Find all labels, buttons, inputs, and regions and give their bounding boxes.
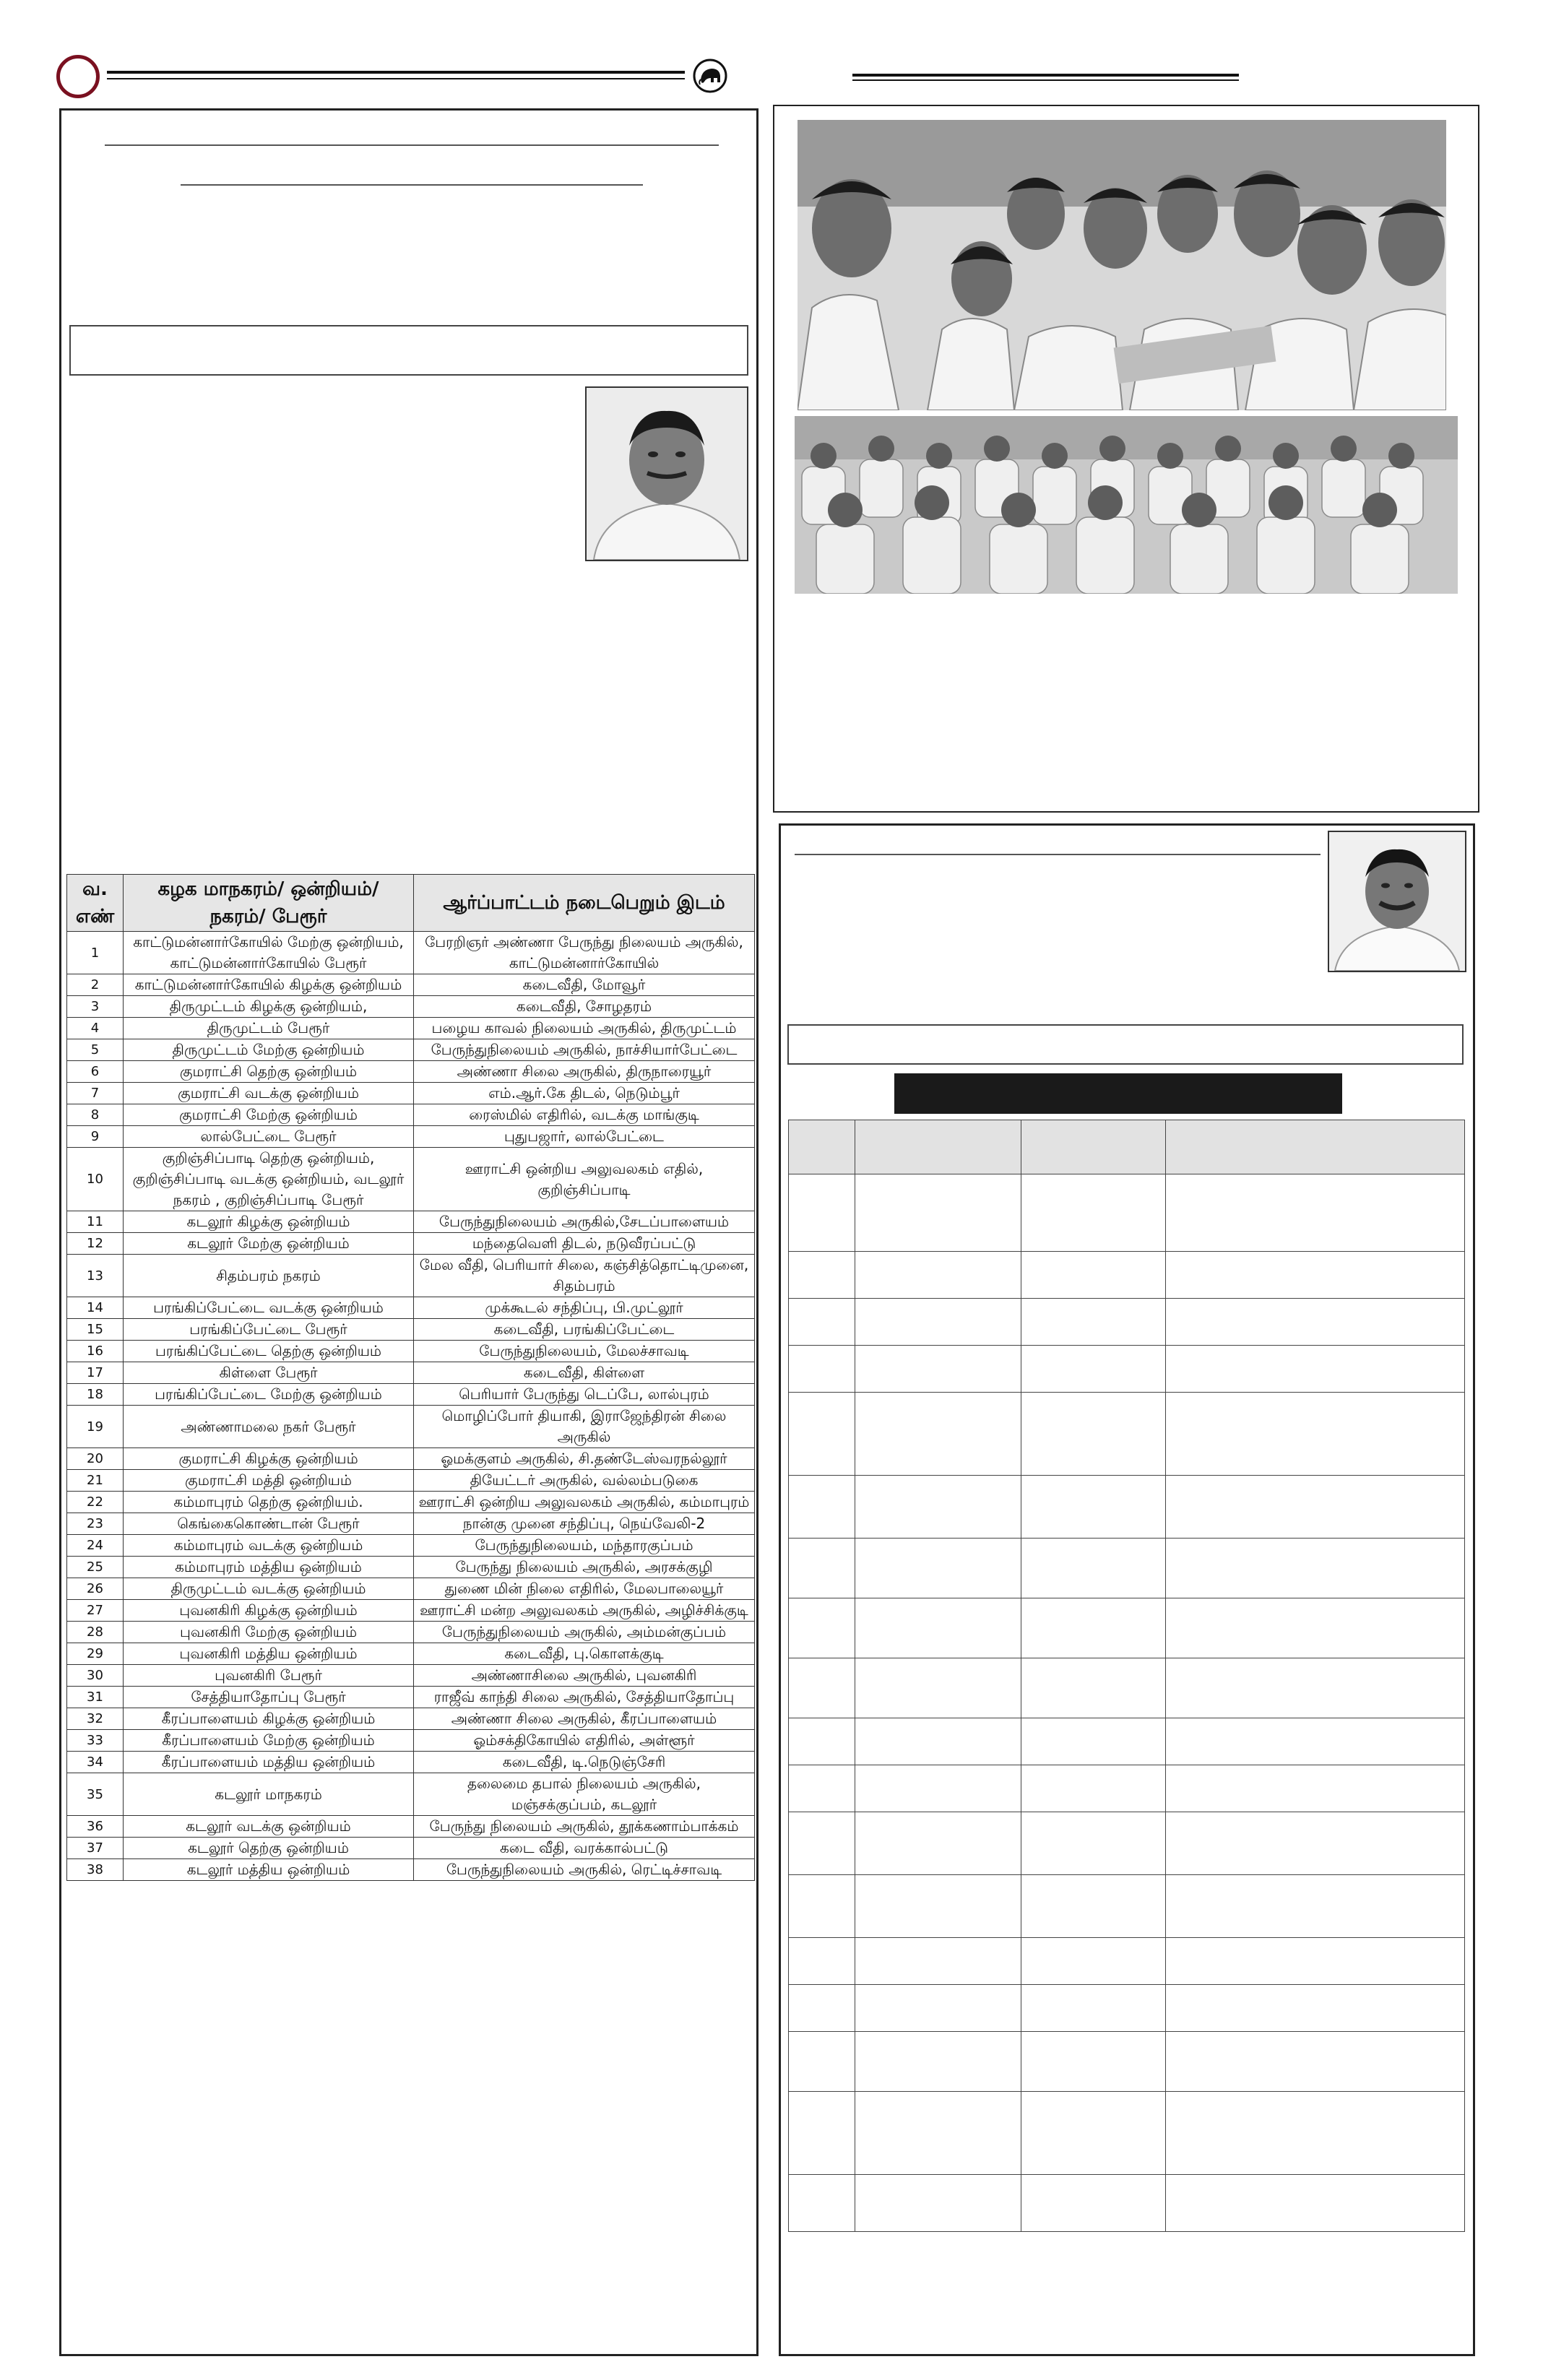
header-unit: கழக மாநகரம்/ ஒன்றியம்/ நகரம்/ பேரூர் <box>124 875 414 932</box>
right-empty-table <box>788 1120 1465 2232</box>
right-table-cell <box>855 1938 1021 1985</box>
right-table-cell <box>789 1393 855 1476</box>
right-table-cell <box>1166 1938 1465 1985</box>
right-table-cell <box>1166 1985 1465 2032</box>
row-place: கடைவீதி, மோவூர் <box>414 974 755 996</box>
row-serial: 32 <box>67 1708 124 1730</box>
photo-audience-seated <box>795 416 1458 594</box>
row-place: கடைவீதி, சோழதரம் <box>414 996 755 1018</box>
right-table-row <box>789 2092 1465 2175</box>
right-table-cell <box>1166 1476 1465 1539</box>
row-place: பேரறிஞர் அண்ணா பேருந்து நிலையம் அருகில், காட்டுமன்னார்கோயில் <box>414 932 755 974</box>
row-unit: திருமுட்டம் பேரூர் <box>124 1018 414 1039</box>
right-table-cell <box>855 1718 1021 1765</box>
right-table-row <box>789 1174 1465 1252</box>
right-table-cell <box>855 1765 1021 1812</box>
right-table-cell <box>1021 1658 1166 1718</box>
row-unit: லால்பேட்டை பேரூர் <box>124 1126 414 1148</box>
right-table-row <box>789 2032 1465 2092</box>
right-table-cell <box>1021 1985 1166 2032</box>
row-serial: 7 <box>67 1083 124 1104</box>
row-serial: 10 <box>67 1148 124 1211</box>
row-unit: கடலூர் கிழக்கு ஒன்றியம் <box>124 1211 414 1233</box>
right-caption-box <box>787 1024 1464 1065</box>
right-table-cell <box>789 1539 855 1598</box>
table-row <box>67 1384 755 1406</box>
row-serial: 30 <box>67 1665 124 1687</box>
right-table-cell <box>1166 1812 1465 1875</box>
row-serial: 22 <box>67 1492 124 1513</box>
right-table-row <box>789 1875 1465 1938</box>
table-row <box>67 1039 755 1061</box>
right-table-cell <box>789 1985 855 2032</box>
right-table-cell <box>1021 1765 1166 1812</box>
row-unit: திருமுட்டம் வடக்கு ஒன்றியம் <box>124 1578 414 1600</box>
table-row <box>67 1018 755 1039</box>
row-unit: கம்மாபுரம் வடக்கு ஒன்றியம் <box>124 1535 414 1557</box>
row-unit: திருமுட்டம் கிழக்கு ஒன்றியம், <box>124 996 414 1018</box>
right-table-cell <box>1021 2175 1166 2232</box>
row-unit: கீரப்பாளையம் மத்திய ஒன்றியம் <box>124 1752 414 1773</box>
right-table-row <box>789 1539 1465 1598</box>
row-unit: புவனகிரி மேற்கு ஒன்றியம் <box>124 1622 414 1643</box>
right-table-cell <box>855 1299 1021 1346</box>
row-serial: 19 <box>67 1406 124 1448</box>
right-table-cell <box>855 1476 1021 1539</box>
row-place: பேருந்துநிலையம் அருகில், ரெட்டிச்சாவடி <box>414 1859 755 1881</box>
row-place: கடைவீதி, டி.நெடுஞ்சேரி <box>414 1752 755 1773</box>
row-serial: 35 <box>67 1773 124 1816</box>
row-unit: கடலூர் வடக்கு ஒன்றியம் <box>124 1816 414 1838</box>
row-serial: 28 <box>67 1622 124 1643</box>
right-table-cell <box>1021 2092 1166 2175</box>
row-unit: பரங்கிப்பேட்டை தெற்கு ஒன்றியம் <box>124 1341 414 1362</box>
row-unit: அண்ணாமலை நகர் பேரூர் <box>124 1406 414 1448</box>
table-row <box>67 1730 755 1752</box>
masthead-rule-right-bottom <box>852 79 1239 81</box>
right-header-cell <box>855 1120 1021 1174</box>
table-row <box>67 1665 755 1687</box>
right-table-cell <box>789 2175 855 2232</box>
table-row <box>67 1448 755 1470</box>
table-row <box>67 1297 755 1319</box>
row-place: ஓம்சக்திகோயில் எதிரில், அள்ளூர் <box>414 1730 755 1752</box>
masthead-rule-top <box>107 71 685 74</box>
row-serial: 34 <box>67 1752 124 1773</box>
table-row <box>67 1816 755 1838</box>
right-table-cell <box>789 1299 855 1346</box>
masthead-rule-bottom <box>107 78 685 79</box>
row-place: ஊராட்சி மன்ற அலுவலகம் அருகில், அழிச்சிக்குடி <box>414 1600 755 1622</box>
right-table-row <box>789 1393 1465 1476</box>
right-table-cell <box>789 2092 855 2175</box>
table-row <box>67 1319 755 1341</box>
right-table-cell <box>1166 1393 1465 1476</box>
photo-leaders-meeting <box>798 120 1446 410</box>
row-serial: 25 <box>67 1557 124 1578</box>
right-table-cell <box>789 1252 855 1299</box>
row-serial: 9 <box>67 1126 124 1148</box>
row-serial: 38 <box>67 1859 124 1881</box>
table-row <box>67 1513 755 1535</box>
right-table-row <box>789 1476 1465 1539</box>
row-place: பேருந்துநிலையம் அருகில்,சேடப்பாளையம் <box>414 1211 755 1233</box>
row-place: ரைஸ்மில் எதிரில், வடக்கு மாங்குடி <box>414 1104 755 1126</box>
right-table-cell <box>1166 1346 1465 1393</box>
row-serial: 2 <box>67 974 124 996</box>
right-table-cell <box>1021 1875 1166 1938</box>
right-table-cell <box>789 1346 855 1393</box>
table-row <box>67 1557 755 1578</box>
row-unit: சேத்தியாதோப்பு பேரூர் <box>124 1687 414 1708</box>
table-row <box>67 1687 755 1708</box>
table-row <box>67 1643 755 1665</box>
row-place: கடை வீதி, வரக்கால்பட்டு <box>414 1838 755 1859</box>
row-unit: குறிஞ்சிப்பாடி தெற்கு ஒன்றியம், குறிஞ்சிப்பாடி வடக்கு ஒன்றியம், வடலூர் நகரம் , குறிஞ்சிப்பாடி பேரூர் <box>124 1148 414 1211</box>
table-row <box>67 1859 755 1881</box>
right-table-cell <box>855 1985 1021 2032</box>
right-table-cell <box>1021 1938 1166 1985</box>
row-unit: குமராட்சி வடக்கு ஒன்றியம் <box>124 1083 414 1104</box>
table-row <box>67 1341 755 1362</box>
table-row <box>67 1600 755 1622</box>
left-caption-box <box>69 325 748 376</box>
row-place: பேருந்துநிலையம் அருகில், நாச்சியார்பேட்டை <box>414 1039 755 1061</box>
right-table-cell <box>1166 1252 1465 1299</box>
protest-venues-table <box>66 874 755 1881</box>
row-place: பேருந்து நிலையம் அருகில், அரசக்குழி <box>414 1557 755 1578</box>
table-row <box>67 1535 755 1557</box>
right-table-row <box>789 2175 1465 2232</box>
row-place: பேருந்து நிலையம் அருகில், தூக்கணாம்பாக்கம் <box>414 1816 755 1838</box>
row-place: ஊராட்சி ஒன்றிய அலுவலகம் எதில், குறிஞ்சிப்பாடி <box>414 1148 755 1211</box>
right-table-cell <box>789 2032 855 2092</box>
row-unit: கீரப்பாளையம் கிழக்கு ஒன்றியம் <box>124 1708 414 1730</box>
row-place: அண்ணா சிலை அருகில், கீரப்பாளையம் <box>414 1708 755 1730</box>
masthead-rule-right-top <box>852 74 1239 77</box>
header-serial: வ. எண் <box>67 875 124 932</box>
right-table-cell <box>789 1812 855 1875</box>
right-table-row <box>789 1765 1465 1812</box>
right-table-cell <box>855 1658 1021 1718</box>
row-place: நான்கு முனை சந்திப்பு, நெய்வேலி-2 <box>414 1513 755 1535</box>
right-table-cell <box>1021 1598 1166 1658</box>
row-place: புதுபஜார், லால்பேட்டை <box>414 1126 755 1148</box>
right-table-row <box>789 1658 1465 1718</box>
row-unit: கம்மாபுரம் தெற்கு ஒன்றியம். <box>124 1492 414 1513</box>
right-table-row <box>789 1938 1465 1985</box>
table-row <box>67 974 755 996</box>
row-unit: கடலூர் தெற்கு ஒன்றியம் <box>124 1838 414 1859</box>
table-row <box>67 1255 755 1297</box>
row-serial: 27 <box>67 1600 124 1622</box>
right-table-cell <box>1166 2032 1465 2092</box>
table-row <box>67 932 755 974</box>
right-table-cell <box>1021 1174 1166 1252</box>
row-unit: புவனகிரி பேரூர் <box>124 1665 414 1687</box>
right-table-cell <box>855 1812 1021 1875</box>
row-place: துணை மின் நிலை எதிரில், மேலபாலையூர் <box>414 1578 755 1600</box>
table-row <box>67 1470 755 1492</box>
row-place: கடைவீதி, கிள்ளை <box>414 1362 755 1384</box>
row-place: பேருந்துநிலையம் அருகில், அம்மன்குப்பம் <box>414 1622 755 1643</box>
row-serial: 29 <box>67 1643 124 1665</box>
table-row <box>67 1233 755 1255</box>
right-table-cell <box>789 1174 855 1252</box>
right-table-cell <box>1166 1765 1465 1812</box>
row-place: பேருந்துநிலையம், மேலச்சாவடி <box>414 1341 755 1362</box>
row-unit: கடலூர் மேற்கு ஒன்றியம் <box>124 1233 414 1255</box>
right-header-cell <box>789 1120 855 1174</box>
row-serial: 33 <box>67 1730 124 1752</box>
right-header-cell <box>1021 1120 1166 1174</box>
table-row <box>67 1622 755 1643</box>
row-serial: 21 <box>67 1470 124 1492</box>
row-serial: 20 <box>67 1448 124 1470</box>
row-place: கடைவீதி, பு.கொளக்குடி <box>414 1643 755 1665</box>
row-place: ஓமக்குளம் அருகில், சி.தண்டேஸ்வரநல்லூர் <box>414 1448 755 1470</box>
row-serial: 14 <box>67 1297 124 1319</box>
table-row <box>67 1126 755 1148</box>
right-header-cell <box>1166 1120 1465 1174</box>
row-unit: கடலூர் மத்திய ஒன்றியம் <box>124 1859 414 1881</box>
right-table-cell <box>855 1174 1021 1252</box>
right-table-cell <box>789 1658 855 1718</box>
row-unit: பரங்கிப்பேட்டை வடக்கு ஒன்றியம் <box>124 1297 414 1319</box>
right-table-cell <box>855 1346 1021 1393</box>
table-row <box>67 1362 755 1384</box>
row-serial: 18 <box>67 1384 124 1406</box>
right-table-cell <box>1021 1252 1166 1299</box>
row-serial: 17 <box>67 1362 124 1384</box>
right-table-cell <box>1021 1476 1166 1539</box>
right-table-cell <box>855 1539 1021 1598</box>
right-table-cell <box>1166 1875 1465 1938</box>
row-serial: 13 <box>67 1255 124 1297</box>
right-banner <box>894 1073 1342 1114</box>
row-unit: குமராட்சி மேற்கு ஒன்றியம் <box>124 1104 414 1126</box>
row-serial: 16 <box>67 1341 124 1362</box>
row-serial: 5 <box>67 1039 124 1061</box>
right-table-cell <box>789 1718 855 1765</box>
row-serial: 23 <box>67 1513 124 1535</box>
table-row <box>67 1492 755 1513</box>
right-table-cell <box>1021 1539 1166 1598</box>
row-place: அண்ணாசிலை அருகில், புவனகிரி <box>414 1665 755 1687</box>
row-unit: குமராட்சி மத்தி ஒன்றியம் <box>124 1470 414 1492</box>
right-table-cell <box>789 1938 855 1985</box>
row-unit: காட்டுமன்னார்கோயில் மேற்கு ஒன்றியம், காட்டுமன்னார்கோயில் பேரூர் <box>124 932 414 974</box>
table-row <box>67 1211 755 1233</box>
right-table-row <box>789 1812 1465 1875</box>
right-table-cell <box>789 1765 855 1812</box>
right-table-row <box>789 1598 1465 1658</box>
row-place: பழைய காவல் நிலையம் அருகில், திருமுட்டம் <box>414 1018 755 1039</box>
table-row <box>67 1838 755 1859</box>
table-row <box>67 1578 755 1600</box>
row-unit: புவனகிரி கிழக்கு ஒன்றியம் <box>124 1600 414 1622</box>
table-row <box>67 1083 755 1104</box>
row-serial: 26 <box>67 1578 124 1600</box>
row-place: பெரியார் பேருந்து டெப்பே, லால்புரம் <box>414 1384 755 1406</box>
table-row <box>67 1104 755 1126</box>
right-table-row <box>789 1346 1465 1393</box>
row-serial: 3 <box>67 996 124 1018</box>
right-table-header <box>789 1120 1465 1174</box>
right-headline-rule <box>795 854 1321 855</box>
row-place: அண்ணா சிலை அருகில், திருநாரையூர் <box>414 1061 755 1083</box>
right-table-cell <box>789 1875 855 1938</box>
row-serial: 1 <box>67 932 124 974</box>
right-table-cell <box>1166 2092 1465 2175</box>
header-place: ஆர்ப்பாட்டம் நடைபெறும் இடம் <box>414 875 755 932</box>
row-serial: 24 <box>67 1535 124 1557</box>
row-serial: 31 <box>67 1687 124 1708</box>
table-row <box>67 1406 755 1448</box>
right-table-row <box>789 1252 1465 1299</box>
right-table-cell <box>855 1393 1021 1476</box>
table-row <box>67 1773 755 1816</box>
elephant-emblem-icon <box>692 58 728 94</box>
right-table-row <box>789 1985 1465 2032</box>
row-place: பேருந்துநிலையம், மந்தாரகுப்பம் <box>414 1535 755 1557</box>
row-unit: பரங்கிப்பேட்டை மேற்கு ஒன்றியம் <box>124 1384 414 1406</box>
right-table-cell <box>855 2175 1021 2232</box>
right-table-cell <box>1021 1299 1166 1346</box>
row-place: தலைமை தபால் நிலையம் அருகில், மஞ்சக்குப்பம், கடலூர் <box>414 1773 755 1816</box>
right-table-cell <box>1166 1598 1465 1658</box>
right-table-cell <box>1166 1718 1465 1765</box>
right-table-cell <box>789 1598 855 1658</box>
left-portrait <box>585 386 748 561</box>
row-serial: 12 <box>67 1233 124 1255</box>
right-table-cell <box>1021 1393 1166 1476</box>
right-portrait <box>1328 831 1466 972</box>
left-headline-rule <box>105 144 719 146</box>
row-place: ஊராட்சி ஒன்றிய அலுவலகம் அருகில், கம்மாபுரம் <box>414 1492 755 1513</box>
row-place: மொழிப்போர் தியாகி, இராஜேந்திரன் சிலை அருகில் <box>414 1406 755 1448</box>
right-table-row <box>789 1299 1465 1346</box>
row-serial: 4 <box>67 1018 124 1039</box>
row-unit: கடலூர் மாநகரம் <box>124 1773 414 1816</box>
right-table-cell <box>855 2032 1021 2092</box>
row-serial: 37 <box>67 1838 124 1859</box>
row-unit: கம்மாபுரம் மத்திய ஒன்றியம் <box>124 1557 414 1578</box>
row-unit: சிதம்பரம் நகரம் <box>124 1255 414 1297</box>
right-table-cell <box>1021 1718 1166 1765</box>
table-header-row <box>67 875 755 932</box>
table-row <box>67 996 755 1018</box>
right-table-cell <box>855 2092 1021 2175</box>
right-table-cell <box>1166 1299 1465 1346</box>
row-unit: குமராட்சி கிழக்கு ஒன்றியம் <box>124 1448 414 1470</box>
right-table-row <box>789 1718 1465 1765</box>
right-table-cell <box>1166 2175 1465 2232</box>
row-serial: 6 <box>67 1061 124 1083</box>
right-table-cell <box>1021 1346 1166 1393</box>
right-table-cell <box>789 1476 855 1539</box>
table-row <box>67 1148 755 1211</box>
right-table-cell <box>1166 1658 1465 1718</box>
right-table-cell <box>855 1875 1021 1938</box>
row-place: தியேட்டர் அருகில், வல்லம்படுகை <box>414 1470 755 1492</box>
row-serial: 36 <box>67 1816 124 1838</box>
right-table-cell <box>855 1252 1021 1299</box>
table-row <box>67 1708 755 1730</box>
row-serial: 11 <box>67 1211 124 1233</box>
row-unit: திருமுட்டம் மேற்கு ஒன்றியம் <box>124 1039 414 1061</box>
row-unit: கெங்கைகொண்டான் பேரூர் <box>124 1513 414 1535</box>
row-unit: காட்டுமன்னார்கோயில் கிழக்கு ஒன்றியம் <box>124 974 414 996</box>
right-table-cell <box>1021 2032 1166 2092</box>
row-unit: கிள்ளை பேரூர் <box>124 1362 414 1384</box>
row-place: முக்கூடல் சந்திப்பு, பி.முட்லூர் <box>414 1297 755 1319</box>
row-unit: கீரப்பாளையம் மேற்கு ஒன்றியம் <box>124 1730 414 1752</box>
row-place: மேல வீதி, பெரியார் சிலை, கஞ்சித்தொட்டிமுனை, சிதம்பரம் <box>414 1255 755 1297</box>
row-serial: 15 <box>67 1319 124 1341</box>
row-serial: 8 <box>67 1104 124 1126</box>
row-place: கடைவீதி, பரங்கிப்பேட்டை <box>414 1319 755 1341</box>
table-row <box>67 1752 755 1773</box>
page-number-circle <box>56 55 100 98</box>
row-place: ராஜீவ் காந்தி சிலை அருகில், சேத்தியாதோப்பு <box>414 1687 755 1708</box>
left-subhead-rule <box>181 184 643 186</box>
table-row <box>67 1061 755 1083</box>
row-place: எம்.ஆர்.கே திடல், நெடும்பூர் <box>414 1083 755 1104</box>
right-table-cell <box>855 1598 1021 1658</box>
row-unit: பரங்கிப்பேட்டை பேரூர் <box>124 1319 414 1341</box>
row-place: மந்தைவெளி திடல், நடுவீரப்பட்டு <box>414 1233 755 1255</box>
row-unit: குமராட்சி தெற்கு ஒன்றியம் <box>124 1061 414 1083</box>
row-unit: புவனகிரி மத்திய ஒன்றியம் <box>124 1643 414 1665</box>
right-table-cell <box>1166 1539 1465 1598</box>
right-table-cell <box>1021 1812 1166 1875</box>
right-table-cell <box>1166 1174 1465 1252</box>
